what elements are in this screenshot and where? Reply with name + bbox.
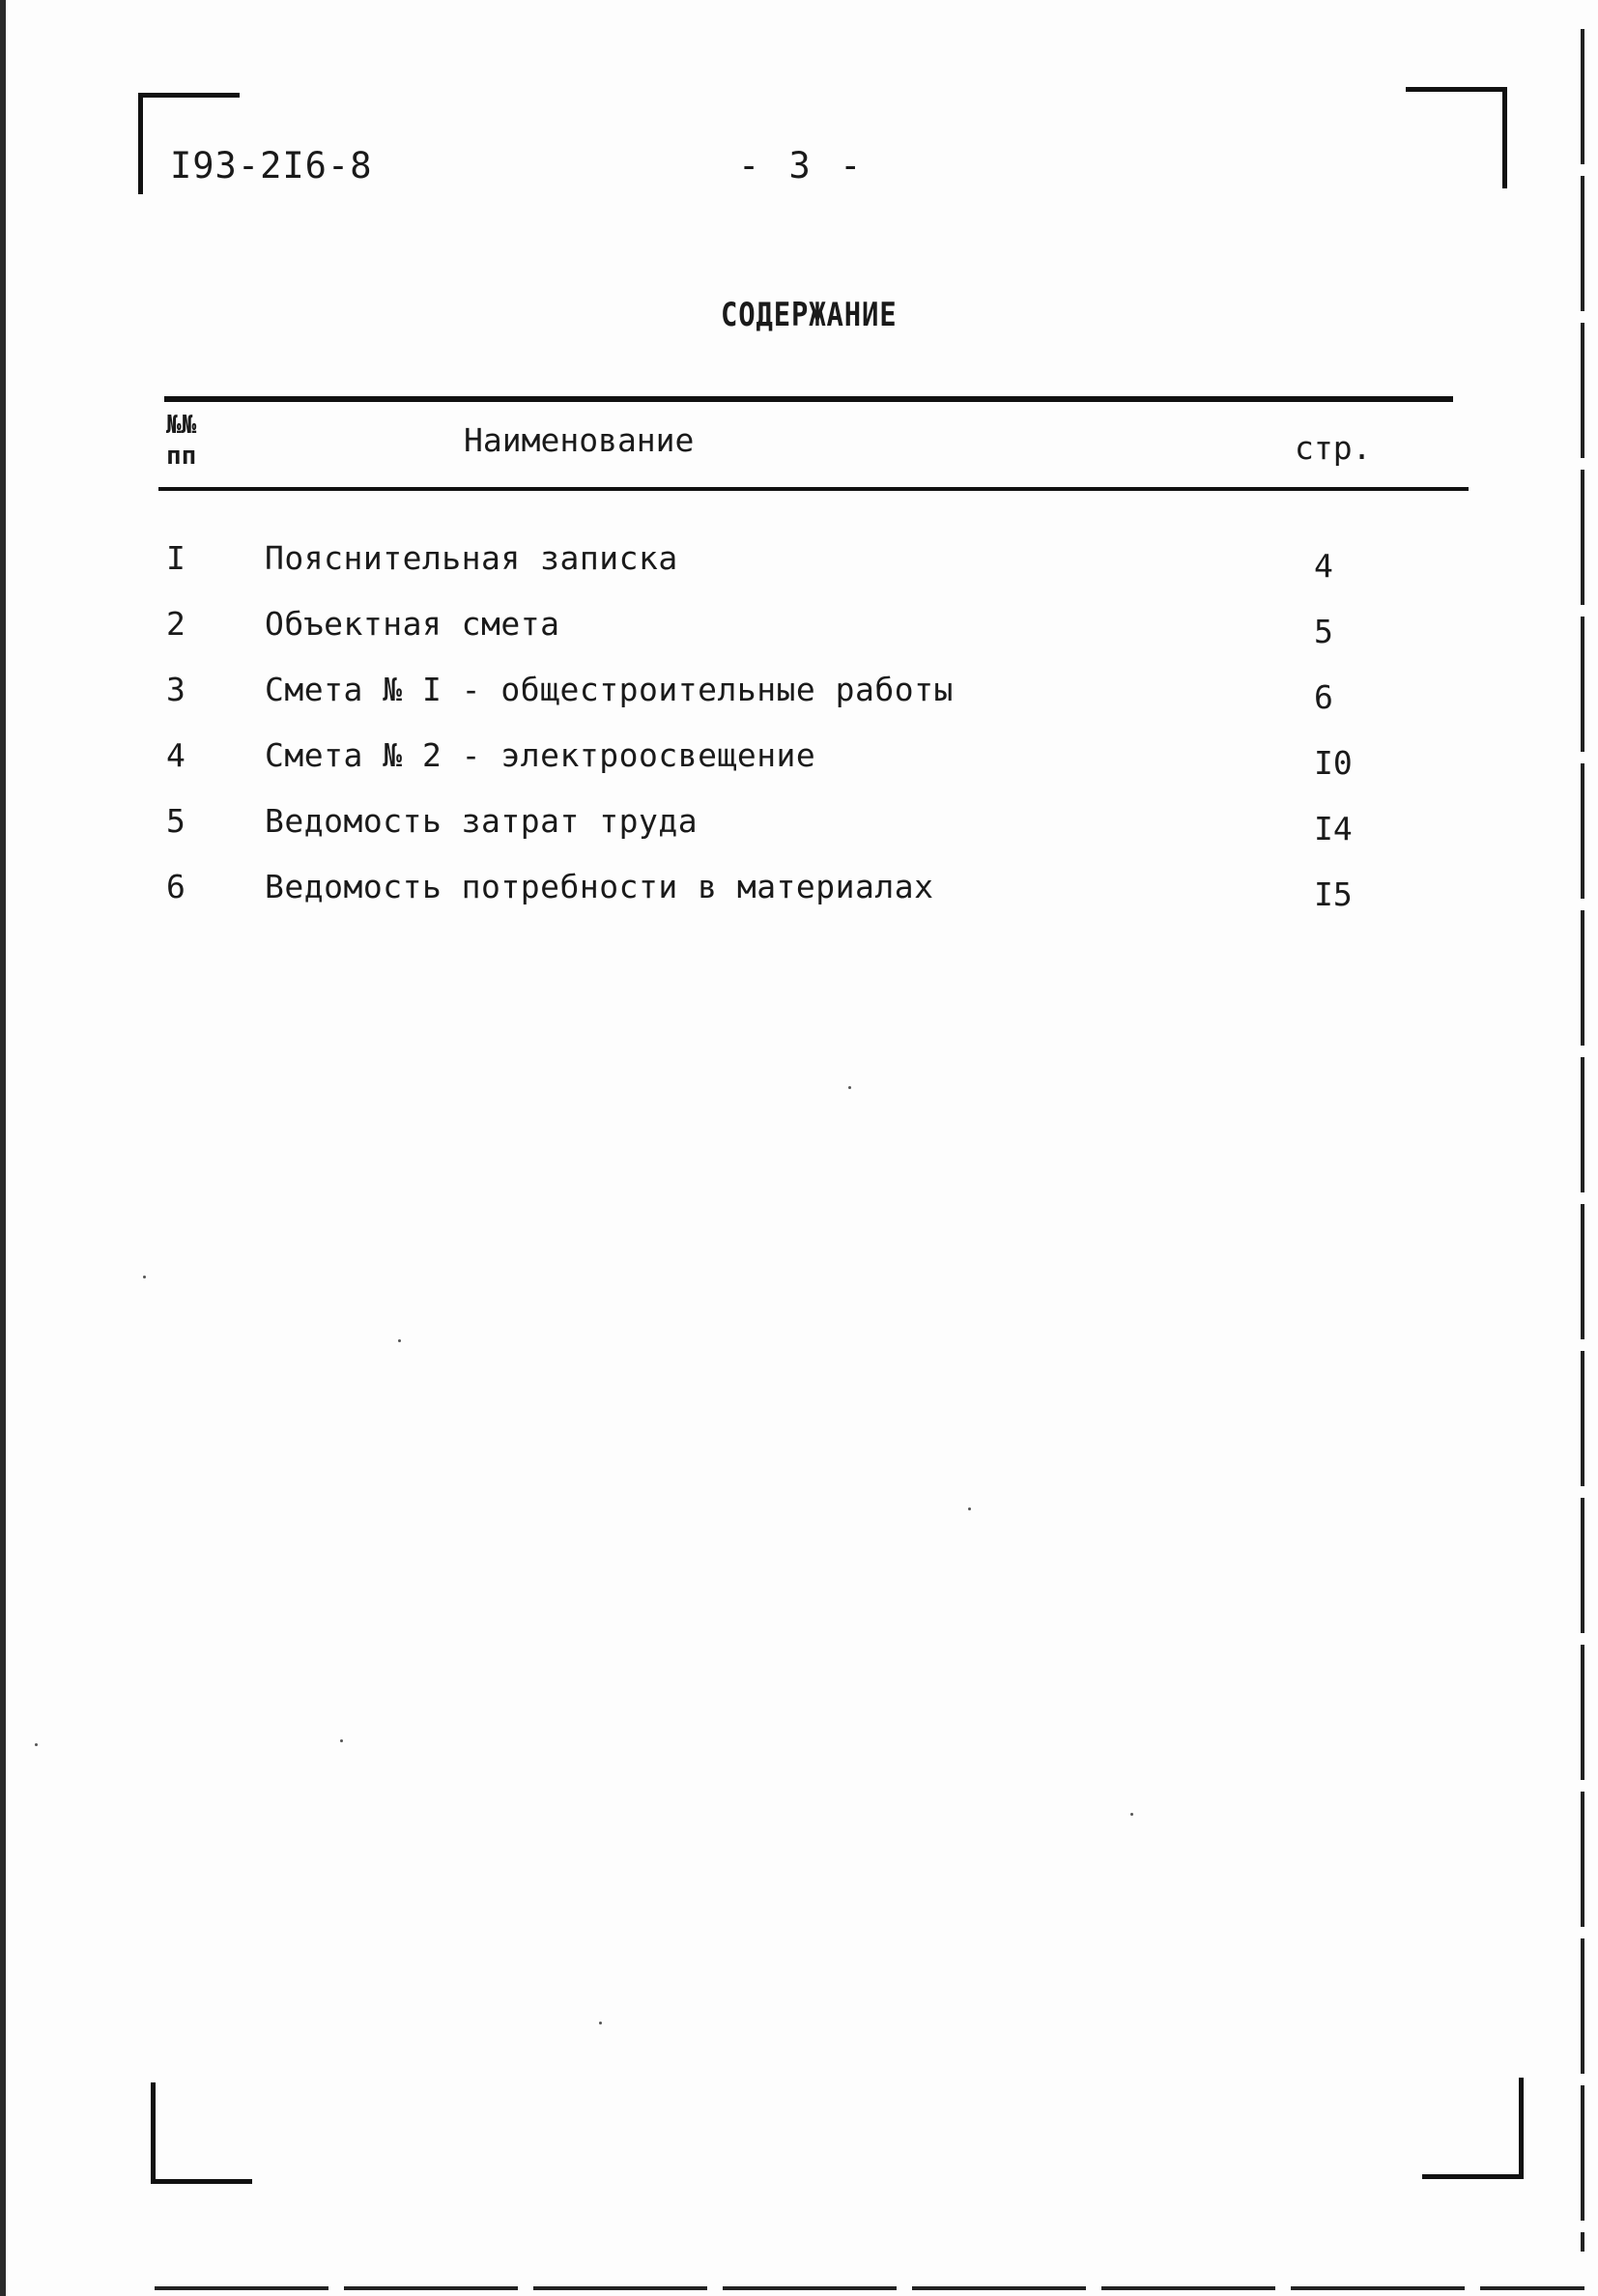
scan-edge-right xyxy=(1581,29,1584,2252)
toc-row-title: Объектная смета xyxy=(265,605,560,643)
scan-speck xyxy=(968,1507,971,1510)
toc-row-title: Пояснительная записка xyxy=(265,539,678,577)
scan-speck xyxy=(143,1276,146,1278)
toc-row-page: 4 xyxy=(1314,547,1333,585)
page-number: - 3 - xyxy=(738,145,866,187)
toc-row-number: 3 xyxy=(166,671,185,708)
scan-speck xyxy=(1130,1813,1133,1816)
scan-edge-left xyxy=(0,0,6,2296)
column-header-number-line2: пп xyxy=(166,442,197,471)
toc-row-page: I4 xyxy=(1314,810,1353,847)
scan-speck xyxy=(398,1339,401,1342)
toc-row-title: Смета № 2 - электроосвещение xyxy=(265,736,816,774)
toc-row-page: I0 xyxy=(1314,744,1353,782)
toc-row xyxy=(0,605,1598,653)
column-header-name: Наименование xyxy=(464,421,695,459)
toc-row-number: 4 xyxy=(166,736,185,774)
table-header-rule xyxy=(158,487,1469,491)
contents-title: СОДЕРЖАНИЕ xyxy=(721,296,898,334)
scan-speck xyxy=(340,1739,343,1742)
scan-speck xyxy=(599,2022,602,2024)
toc-row xyxy=(0,868,1598,916)
toc-row-page: I5 xyxy=(1314,875,1353,913)
column-header-number xyxy=(166,410,196,472)
toc-row-number: I xyxy=(166,539,185,577)
corner-mark-bottom-right xyxy=(1422,2078,1524,2179)
toc-row-page: 6 xyxy=(1314,678,1333,716)
toc-row-number: 6 xyxy=(166,868,185,905)
column-header-page: стр. xyxy=(1295,429,1372,467)
toc-row-number: 5 xyxy=(166,802,185,840)
document-code: I93-2I6-8 xyxy=(170,145,373,187)
toc-row xyxy=(0,671,1598,719)
corner-mark-bottom-left xyxy=(151,2082,252,2184)
table-top-rule xyxy=(164,396,1453,402)
toc-row xyxy=(0,736,1598,785)
column-header-number-line1: №№ xyxy=(166,411,197,440)
toc-row-number: 2 xyxy=(166,605,185,643)
toc-row xyxy=(0,802,1598,850)
corner-mark-top-right xyxy=(1406,87,1507,188)
scan-speck xyxy=(35,1743,38,1746)
toc-row-page: 5 xyxy=(1314,613,1333,650)
toc-row-title: Ведомость затрат труда xyxy=(265,802,699,840)
scan-edge-bottom xyxy=(155,2286,1584,2290)
toc-row-title: Ведомость потребности в материалах xyxy=(265,868,934,905)
toc-row xyxy=(0,539,1598,588)
toc-row-title: Смета № I - общестроительные работы xyxy=(265,671,954,708)
scan-speck xyxy=(848,1086,851,1089)
